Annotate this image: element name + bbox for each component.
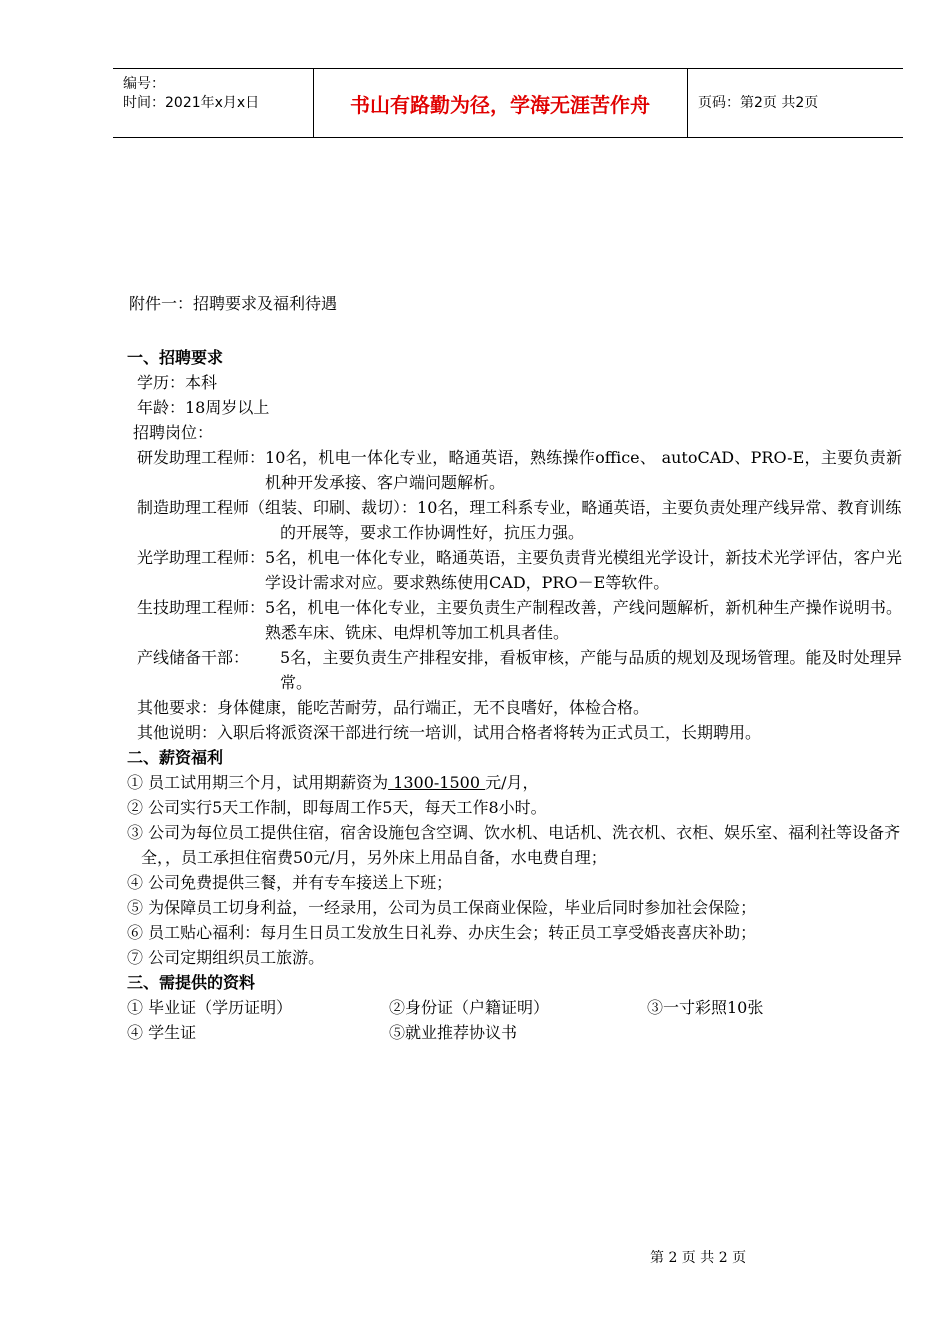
header-meta-cell — [113, 69, 314, 137]
document-item: ②身份证（户籍证明） — [389, 998, 550, 1017]
benefit-item: ③ 公司为每位员工提供住宿，宿舍设施包含空调、饮水机、电话机、洗衣机、衣柜、娱乐室、福利社等设备齐全，，员工承担住宿费50元/月，另外床上用品自备，水电费自理； — [127, 823, 901, 867]
other-requirements: 其他要求：身体健康，能吃苦耐劳，品行端正，无不良嗜好，体检合格。 — [137, 698, 650, 717]
salary-range: 1300-1500 — [388, 773, 486, 792]
job-item — [127, 495, 902, 545]
section-title-benefits: 二、薪资福利 — [127, 748, 224, 767]
job-desc: 10名，理工科系专业，略通英语，主要负责处理产线异常、教育训练的开展等，要求工作协调性好，抗压力强。 — [280, 498, 902, 542]
job-title: 产线储备干部： — [137, 648, 250, 667]
benefit-text: 元/月， — [485, 773, 539, 792]
job-title: 研发助理工程师： — [137, 448, 266, 467]
benefit-item: ⑦ 公司定期组织员工旅游。 — [127, 948, 325, 967]
header-motto-cell — [313, 69, 688, 137]
job-desc: 5名，主要负责生产排程安排，看板审核，产能与品质的规划及现场管理。能及时处理异常。 — [280, 648, 902, 692]
section-title-documents: 三、需提供的资料 — [127, 973, 256, 992]
job-title: 制造助理工程师（组装、印刷、裁切）： — [137, 498, 418, 517]
document-item: ④ 学生证 — [127, 1023, 197, 1042]
benefit-text: ① 员工试用期三个月，试用期薪资为 — [127, 773, 389, 792]
motto: 书山有路勤为径，学海无涯苦作舟 — [350, 92, 650, 117]
documents-row — [127, 1020, 902, 1045]
job-item — [127, 445, 902, 495]
attachment-title: 附件一：招聘要求及福利待遇 — [129, 294, 338, 313]
education-line: 学历：本科 — [137, 373, 218, 392]
time-label: 时间：2021年x月x日 — [123, 95, 260, 111]
other-notes: 其他说明：入职后将派资深干部进行统一培训，试用合格者将转为正式员工，长期聘用。 — [137, 723, 762, 742]
benefit-item: ⑤ 为保障员工切身利益，一经录用，公司为员工保商业保险，毕业后同时参加社会保险； — [127, 898, 757, 917]
page-label: 页码：第2页 共2页 — [698, 95, 819, 111]
age-line: 年龄：18周岁以上 — [137, 398, 270, 417]
section-title-requirements: 一、招聘要求 — [127, 348, 224, 367]
job-desc: 10名，机电一体化专业，略通英语，熟练操作office、 autoCAD、PRO-E，主要负责新机种开发承接、客户端问题解析。 — [265, 448, 902, 492]
job-desc: 5名，机电一体化专业，主要负责生产制程改善，产线问题解析，新机种生产操作说明书。熟悉车床、铣床、电焊机等加工机具者佳。 — [265, 598, 902, 642]
job-title: 生技助理工程师： — [137, 598, 266, 617]
benefit-item — [127, 770, 902, 795]
number-label: 编号： — [123, 76, 165, 92]
benefit-item: ② 公司实行5天工作制，即每周工作5天，每天工作8小时。 — [127, 798, 547, 817]
header-table — [113, 68, 903, 138]
benefit-item: ⑥ 员工贴心福利：每月生日员工发放生日礼券、办庆生会；转正员工享受婚丧喜庆补助； — [127, 923, 757, 942]
job-item — [127, 545, 902, 595]
positions-label: 招聘岗位： — [133, 423, 214, 442]
document-item: ⑤就业推荐协议书 — [389, 1023, 518, 1042]
page-footer: 第 2 页 共 2 页 — [650, 1250, 747, 1266]
job-desc: 5名，机电一体化专业，略通英语，主要负责背光模组光学设计，新技术光学评估，客户光学设计需求对应。要求熟练使用CAD，PRO－E等软件。 — [265, 548, 902, 592]
document-body — [127, 291, 902, 1045]
document-item: ① 毕业证（学历证明） — [127, 998, 293, 1017]
job-item — [127, 645, 902, 695]
job-title: 光学助理工程师： — [137, 548, 266, 567]
header-page-cell — [687, 69, 903, 137]
job-item — [127, 595, 902, 645]
document-item: ③一寸彩照10张 — [647, 998, 764, 1017]
benefit-item: ④ 公司免费提供三餐，并有专车接送上下班； — [127, 873, 453, 892]
documents-row — [127, 995, 902, 1020]
